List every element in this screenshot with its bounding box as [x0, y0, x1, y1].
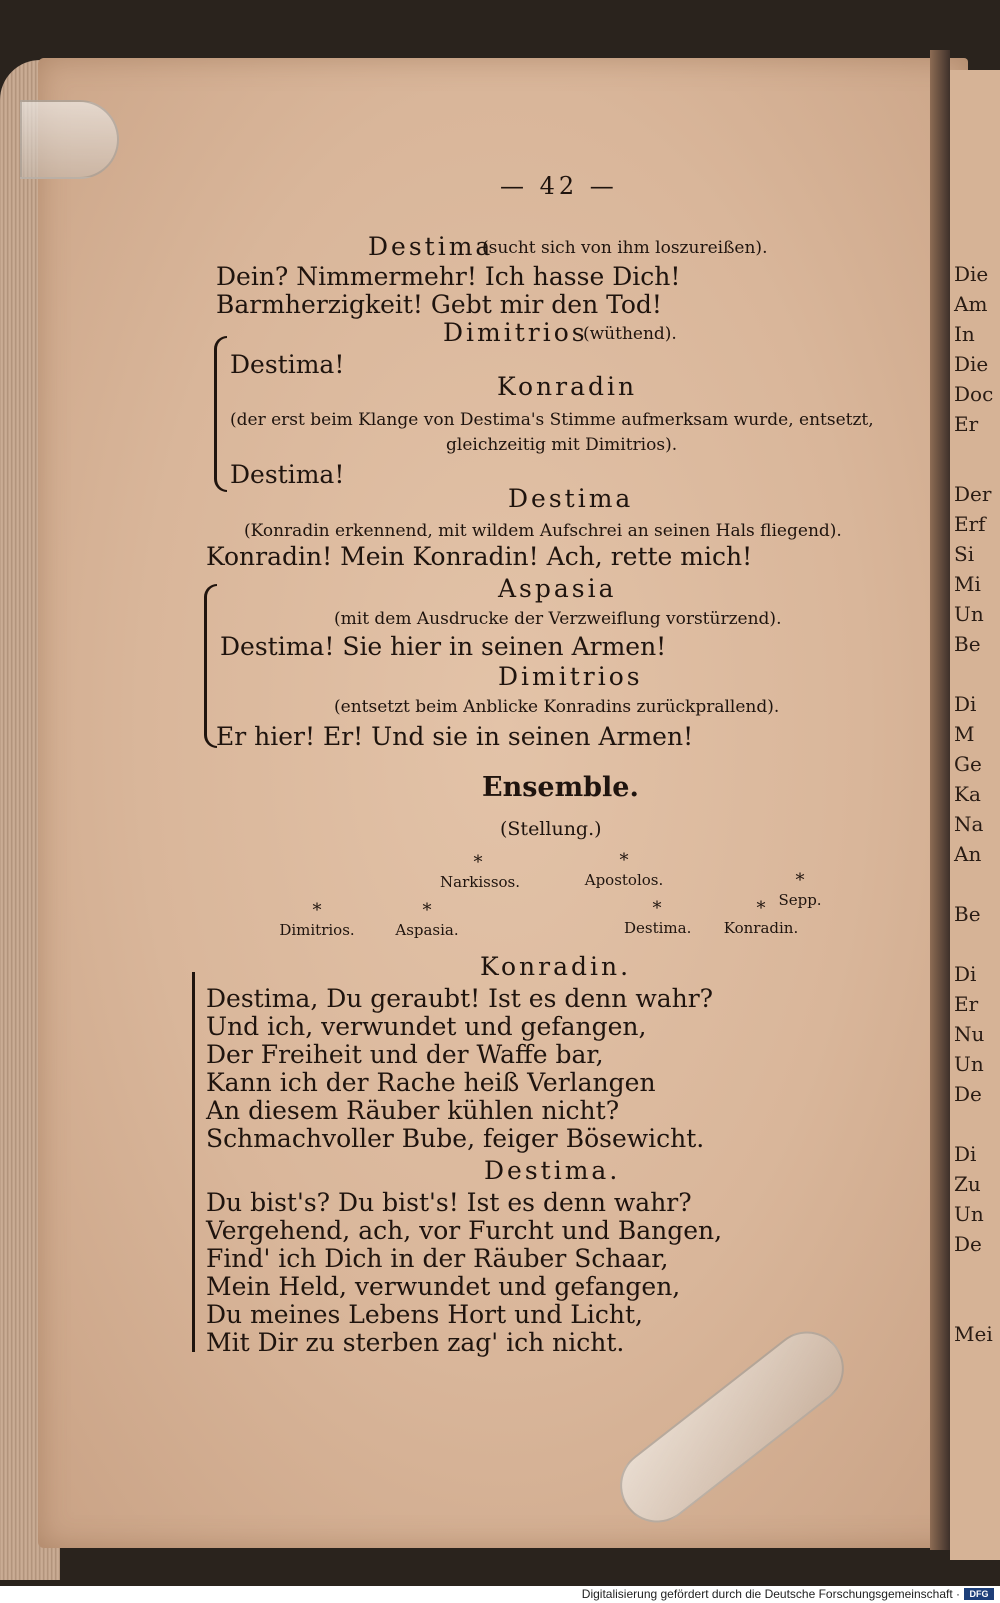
- verse-line: Du meines Lebens Hort und Licht,: [206, 1300, 643, 1329]
- footer-credit: Digitalisierung gefördert durch die Deutsche Forschungsgemeinschaft ·: [581, 1587, 960, 1601]
- next-page-fragment: Nu: [954, 1022, 985, 1046]
- next-page-fragment: In: [954, 322, 975, 346]
- next-page-fragment: Die: [954, 262, 989, 286]
- next-page-fragment: Un: [954, 1202, 984, 1226]
- next-page-fragment: Zu: [954, 1172, 981, 1196]
- stage-direction: (Stellung.): [500, 818, 602, 840]
- stage-position: * Narkissos.: [440, 852, 521, 891]
- verse-line: Du bist's? Du bist's! Ist es denn wahr?: [206, 1188, 692, 1217]
- verse-line: Destima! Sie hier in seinen Armen!: [220, 632, 667, 661]
- stage-position: * Sepp.: [778, 870, 822, 909]
- verse-line: Konradin! Mein Konradin! Ach, rette mich!: [206, 542, 753, 571]
- verse-line: Destima!: [230, 350, 345, 379]
- footer-bar: [0, 1586, 1000, 1603]
- speaker-dimitrios: Dimitrios: [443, 318, 588, 347]
- verse-line: Dein? Nimmermehr! Ich hasse Dich!: [216, 262, 681, 291]
- stage-position: * Apostolos.: [584, 850, 664, 889]
- next-page-fragment: Di: [954, 692, 977, 716]
- verse-line: An diesem Räuber kühlen nicht?: [206, 1096, 620, 1125]
- speaker-dimitrios: Dimitrios: [498, 662, 643, 691]
- next-page-fragment: Erf: [954, 512, 986, 536]
- verse-line: Mein Held, verwundet und gefangen,: [206, 1272, 681, 1301]
- next-page-fragment: Mi: [954, 572, 981, 596]
- next-page-fragment: Er: [954, 412, 979, 436]
- stage-direction: (Konradin erkennend, mit wildem Aufschrei an seinen Hals fliegend).: [244, 521, 842, 541]
- speaker-aspasia: Aspasia: [498, 574, 617, 603]
- next-page-fragment: De: [954, 1232, 982, 1256]
- speaker-konradin: Konradin.: [480, 952, 632, 981]
- next-page-fragment: De: [954, 1082, 982, 1106]
- next-page-fragment: Am: [954, 292, 988, 316]
- next-page-fragment: Mei: [954, 1322, 993, 1346]
- stage-direction: (entsetzt beim Anblicke Konradins zurückprallend).: [334, 697, 780, 717]
- speaker-destima: Destima: [508, 484, 634, 513]
- section-heading-ensemble: Ensemble.: [482, 772, 639, 803]
- next-page-fragment: Der: [954, 482, 992, 506]
- brace: [214, 336, 227, 492]
- next-page-fragment: Be: [954, 632, 981, 656]
- next-page-fragment: Er: [954, 992, 979, 1016]
- verse-line: Vergehend, ach, vor Furcht und Bangen,: [206, 1216, 723, 1245]
- stage-direction: (der erst beim Klange von Destima's Stimme aufmerksam wurde, entsetzt,: [230, 410, 874, 430]
- stage-position: * Konradin.: [723, 898, 799, 937]
- next-page-fragment: Be: [954, 902, 981, 926]
- verse-line: Destima, Du geraubt! Ist es denn wahr?: [206, 984, 714, 1013]
- next-page-fragment: Un: [954, 1052, 984, 1076]
- speaker-konradin: Konradin: [497, 372, 638, 401]
- verse-line: Der Freiheit und der Waffe bar,: [206, 1040, 604, 1069]
- next-page-fragment: Die: [954, 352, 989, 376]
- speaker-destima: Destima: [368, 232, 494, 261]
- stage-direction: (wüthend).: [583, 324, 677, 344]
- next-page-fragment: Doc: [954, 382, 994, 406]
- next-page-fragment: M: [954, 722, 975, 746]
- next-page-fragment: Ge: [954, 752, 982, 776]
- verse-line: Barmherzigkeit! Gebt mir den Tod!: [216, 290, 662, 319]
- ensemble-bracket: [192, 972, 195, 1352]
- verse-line: Destima!: [230, 460, 345, 489]
- next-page-fragment: Ka: [954, 782, 981, 806]
- verse-line: Mit Dir zu sterben zag' ich nicht.: [206, 1328, 625, 1357]
- next-page-fragment: An: [954, 842, 982, 866]
- verse-line: Kann ich der Rache heiß Verlangen: [206, 1068, 656, 1097]
- verse-line: Schmachvoller Bube, feiger Bösewicht.: [206, 1124, 705, 1153]
- verse-line: Und ich, verwundet und gefangen,: [206, 1012, 647, 1041]
- next-page-fragment: Na: [954, 812, 984, 836]
- next-page-fragment: Si: [954, 542, 975, 566]
- next-page-fragment: Di: [954, 962, 977, 986]
- verse-line: Find' ich Dich in der Räuber Schaar,: [206, 1244, 669, 1273]
- next-page-fragment: Di: [954, 1142, 977, 1166]
- next-page-fragment: Un: [954, 602, 984, 626]
- speaker-destima: Destima.: [484, 1156, 621, 1185]
- stage-direction: (mit dem Ausdrucke der Verzweiflung vorstürzend).: [334, 609, 782, 629]
- dfg-logo-icon: DFG: [964, 1588, 994, 1600]
- page-number: — 42 —: [500, 172, 618, 200]
- stage-position: * Destima.: [624, 898, 692, 937]
- stage-position: * Aspasia.: [395, 900, 459, 939]
- stage-direction: (sucht sich von ihm loszureißen).: [482, 238, 768, 258]
- verse-line: Er hier! Er! Und sie in seinen Armen!: [216, 722, 694, 751]
- stage-direction: gleichzeitig mit Dimitrios).: [446, 435, 678, 455]
- stage-position: * Dimitrios.: [279, 900, 355, 939]
